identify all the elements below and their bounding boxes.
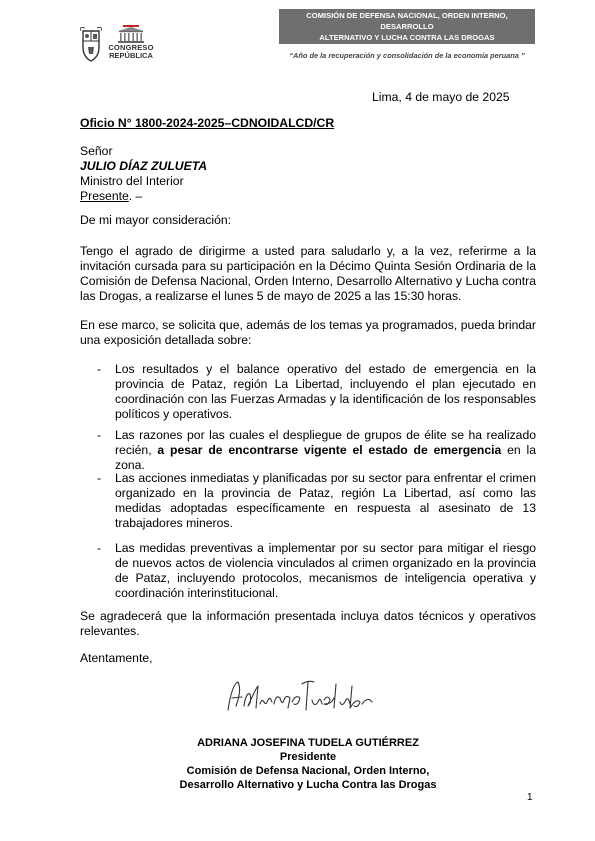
page-number: 1 bbox=[527, 792, 533, 803]
logo-congreso-text: CONGRESO bbox=[108, 43, 154, 52]
closing-phrase: Atentamente, bbox=[80, 651, 153, 665]
signatory-commission-line1: Comisión de Defensa Nacional, Orden Interno, bbox=[186, 765, 430, 777]
oficio-reference: Oficio N° 1800-2024-2025–CDNOIDALCD/CR bbox=[80, 116, 335, 130]
signatory-title: Presidente bbox=[279, 751, 337, 763]
presente-line bbox=[80, 189, 207, 204]
presente-word: Presente bbox=[80, 189, 129, 203]
paragraph-invitation: Tengo el agrado de dirigirme a usted para saludarlo y, a la vez, referirme a la invitación cursada para su participación en la Décimo Quinta Sesión Ordinaria de la Comisión de Defensa Nacional, Orden Interno, Desarrollo Alternativo y Lucha contra las Drogas, a realizarse el lunes 5 de mayo de 2025 a las 15:30 horas. bbox=[80, 244, 536, 303]
congress-wordmark bbox=[107, 25, 155, 60]
bullet-text: Las acciones inmediatas y planificadas por su sector para enfrentar el crimen organizado en la provincia de Pataz, región La Libertad, así como las medidas adoptadas específicamente en respuesta al asesinato de 13 trabajadores mineros. bbox=[115, 471, 536, 530]
recipient-role: Ministro del Interior bbox=[80, 174, 184, 188]
paragraph-closing-request: Se agradecerá que la información presentada incluya datos técnicos y operativos relevantes. bbox=[80, 609, 536, 638]
logo-republica-text: REPÚBLICA bbox=[109, 51, 153, 60]
signatory-name: ADRIANA JOSEFINA TUDELA GUTIÉRREZ bbox=[197, 737, 419, 749]
bullet-text-part: Las razones por las cuales el despliegue de grupos de élite se ha realizado recién, bbox=[115, 428, 536, 457]
paragraph-request: En ese marco, se solicita que, además de los temas ya programados, pueda brindar una exposición detallada sobre: bbox=[80, 318, 536, 347]
salutation-title: Señor bbox=[80, 144, 113, 158]
commission-header-line2: ALTERNATIVO Y LUCHA CONTRA LAS DROGAS bbox=[319, 33, 495, 42]
bullet-text bbox=[115, 428, 536, 473]
handwritten-signature bbox=[222, 676, 392, 718]
congress-building-icon bbox=[114, 25, 148, 43]
recipient-block bbox=[80, 144, 207, 204]
bullet-text: Las medidas preventivas a implementar por su sector para mitigar el riesgo de nuevos actos de violencia vinculados al crimen organizado en la provincia de Pataz, incluyendo protocolos, mecanismos de inteligencia operativa y coordinación interinstitucional. bbox=[115, 541, 536, 600]
bullet-text: Los resultados y el balance operativo del estado de emergencia en la provincia de Pataz, región La Libertad, incluyendo el plan ejecutado en coordinación con las Fuerzas Armadas y la identificación de los responsables políticos y operativos. bbox=[115, 362, 536, 421]
year-motto: “Año de la recuperación y consolidación de la economía peruana ” bbox=[289, 51, 525, 60]
bullet-text-part: en la zona. bbox=[115, 443, 536, 472]
bullet-dash: - bbox=[97, 541, 102, 555]
greeting: De mi mayor consideración: bbox=[80, 213, 232, 227]
peru-coat-of-arms-icon bbox=[79, 27, 103, 63]
recipient-name: JULIO DÍAZ ZULUETA bbox=[80, 159, 208, 173]
commission-header-line1: COMISIÓN DE DEFENSA NACIONAL, ORDEN INTERNO, DESARROLLO bbox=[306, 11, 508, 31]
bullet-dash: - bbox=[97, 471, 102, 485]
congress-logo bbox=[79, 25, 155, 65]
presente-suffix: . – bbox=[128, 189, 143, 203]
bullet-dash: - bbox=[97, 428, 102, 442]
bullet-text-emphasis: a pesar de encontrarse vigente el estado de emergencia bbox=[157, 443, 502, 457]
letter-date: Lima, 4 de mayo de 2025 bbox=[372, 90, 510, 104]
signature-block bbox=[80, 736, 536, 792]
bullet-dash: - bbox=[97, 362, 102, 376]
signatory-commission-line2: Desarrollo Alternativo y Lucha Contra las Drogas bbox=[179, 779, 437, 791]
commission-header-band bbox=[279, 9, 535, 44]
